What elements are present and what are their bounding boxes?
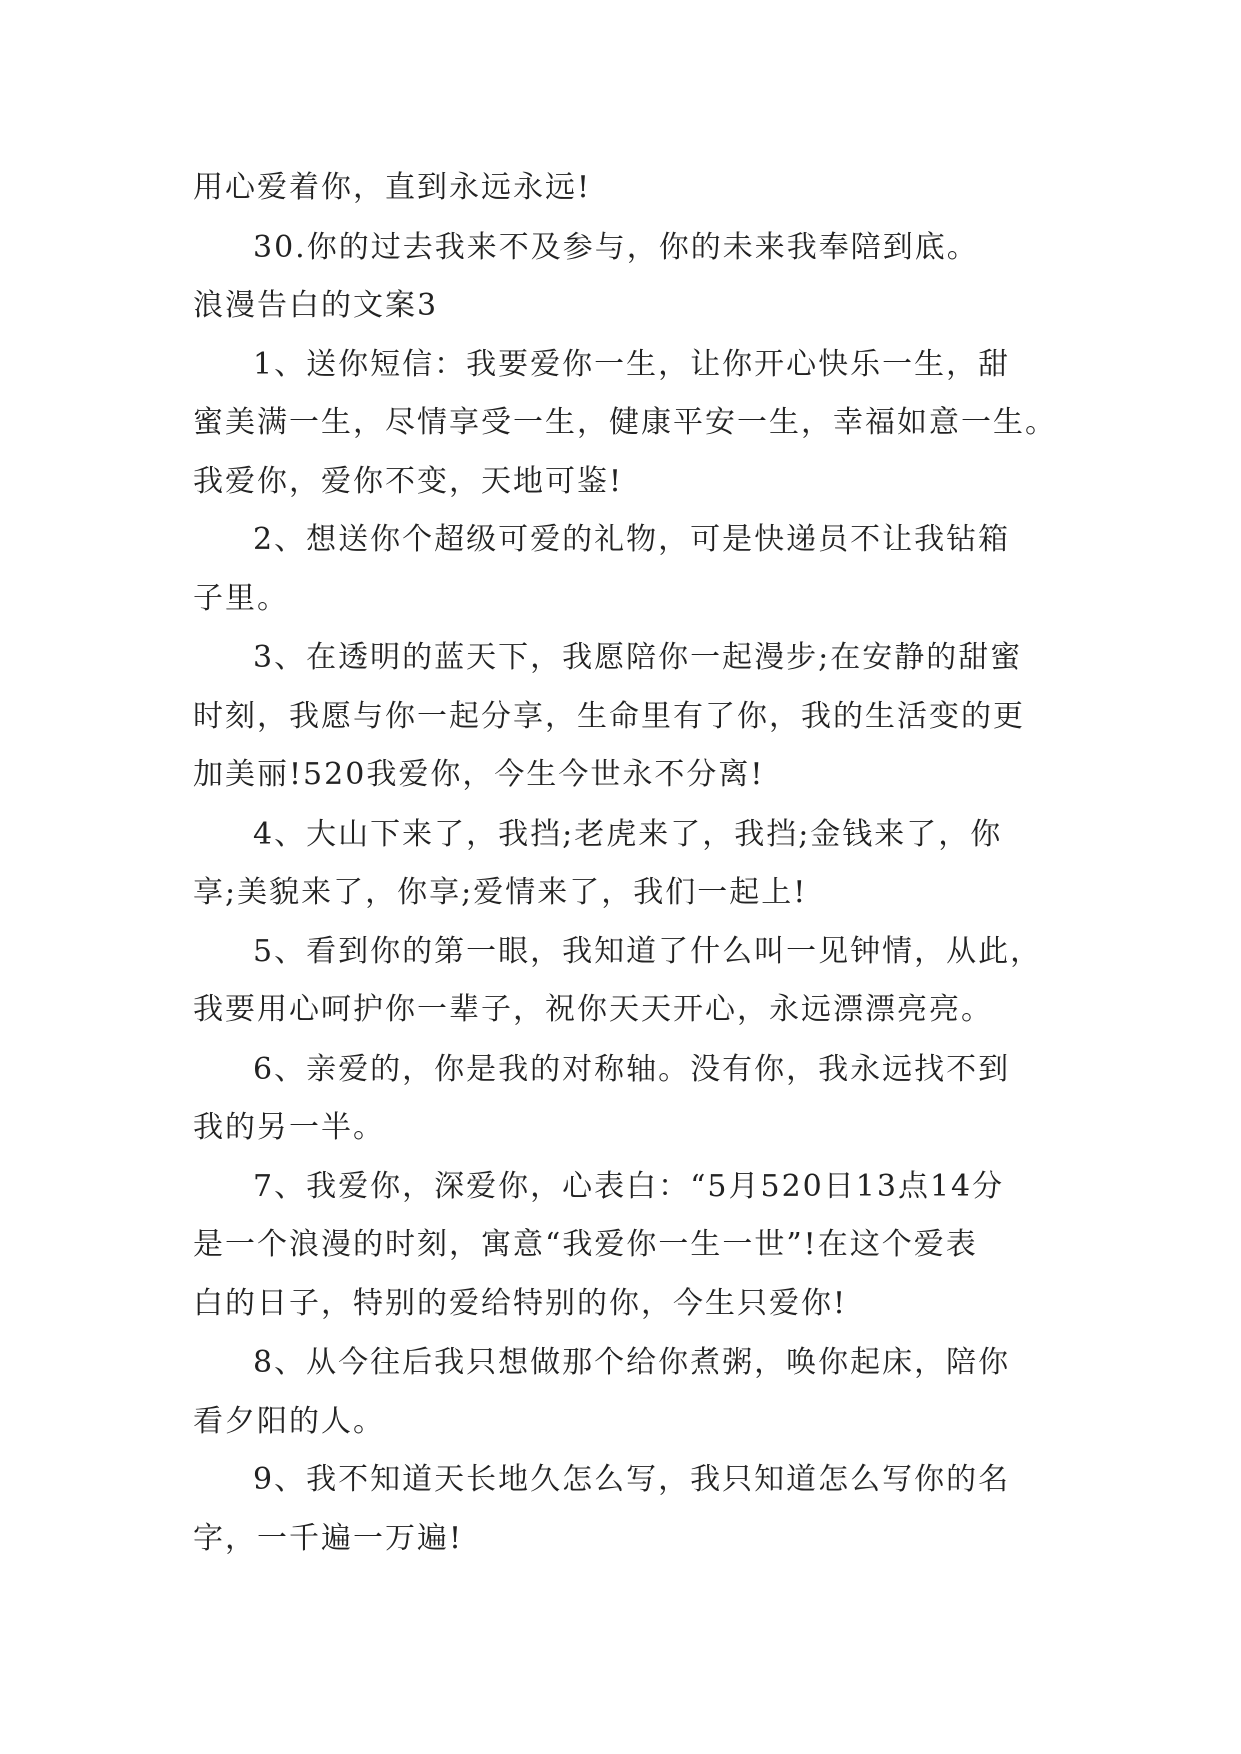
text-line: 子里。 [193,581,289,616]
text-line: 5、看到你的第一眼，我知道了什么叫一见钟情，从此， [253,934,1043,969]
text-line: 看夕阳的人。 [193,1404,385,1439]
text-line: 享;美貌来了，你享;爱情来了，我们一起上! [193,875,808,910]
text-line: 4、大山下来了，我挡;老虎来了，我挡;金钱来了，你 [253,817,1003,852]
section-heading: 浪漫告白的文案3 [193,288,439,323]
text-line: 字，一千遍一万遍! [193,1521,464,1556]
text-line: 我爱你，爱你不变，天地可鉴! [193,464,624,499]
text-line: 3、在透明的蓝天下，我愿陪你一起漫步;在安静的甜蜜 [253,640,1023,675]
text-line: 7、我爱你，深爱你，心表白：“5月520日13点14分 [253,1169,1005,1204]
text-line: 白的日子，特别的爱给特别的你，今生只爱你! [193,1286,848,1321]
text-line: 8、从今往后我只想做那个给你煮粥，唤你起床，陪你 [253,1345,1011,1380]
text-line: 6、亲爱的，你是我的对称轴。没有你，我永远找不到 [253,1052,1011,1087]
text-line: 我的另一半。 [193,1110,385,1145]
text-line: 我要用心呵护你一辈子，祝你天天开心，永远漂漂亮亮。 [193,992,993,1027]
text-line: 30.你的过去我来不及参与，你的未来我奉陪到底。 [253,230,979,265]
text-line: 时刻，我愿与你一起分享，生命里有了你，我的生活变的更 [193,699,1025,734]
text-line: 1、送你短信：我要爱你一生，让你开心快乐一生，甜 [253,347,1011,382]
text-line: 2、想送你个超级可爱的礼物，可是快递员不让我钻箱 [253,522,1011,557]
text-line: 用心爱着你，直到永远永远! [193,170,592,205]
text-line: 蜜美满一生，尽情享受一生，健康平安一生，幸福如意一生。 [193,405,1057,440]
text-line: 9、我不知道天长地久怎么写，我只知道怎么写你的名 [253,1462,1011,1497]
text-line: 是一个浪漫的时刻，寓意“我爱你一生一世”!在这个爱表 [193,1227,978,1262]
text-line: 加美丽!520我爱你，今生今世永不分离! [193,757,765,792]
